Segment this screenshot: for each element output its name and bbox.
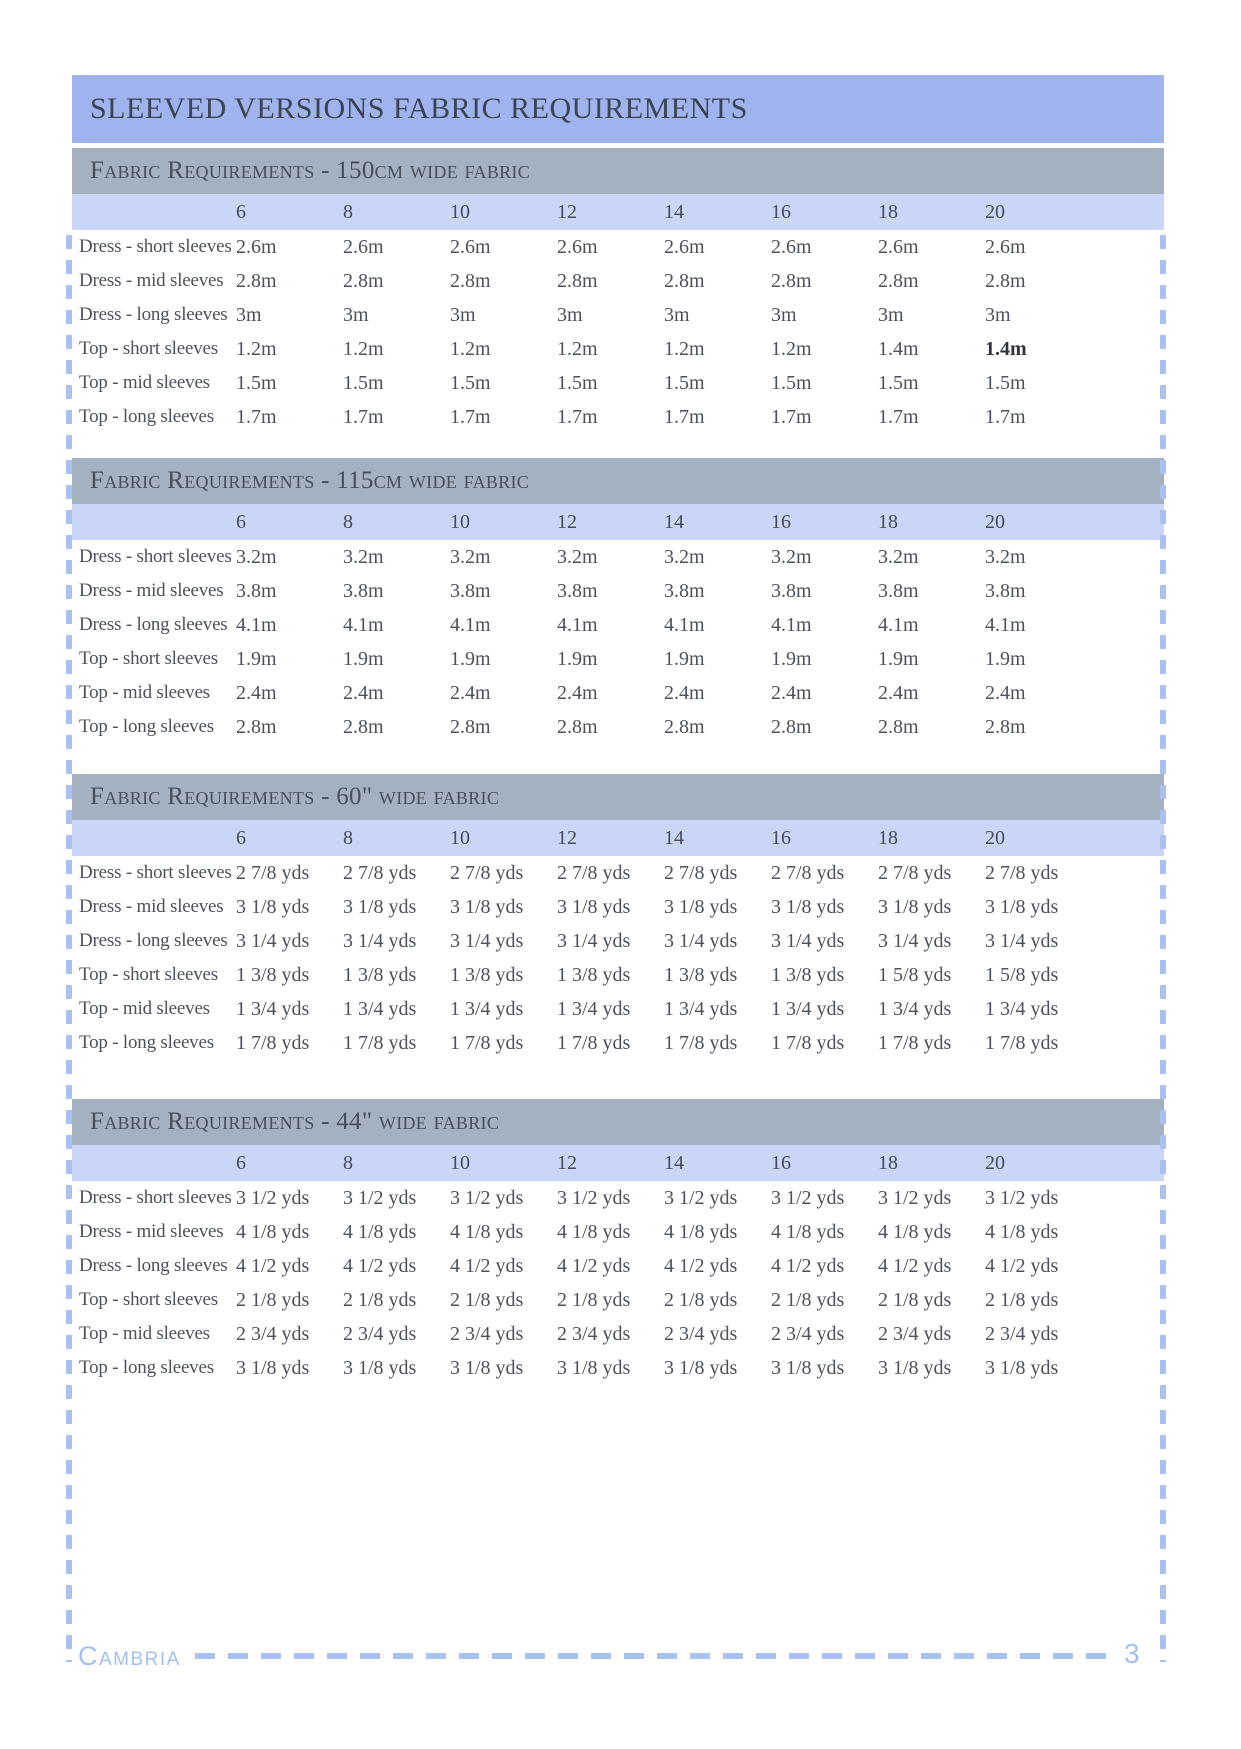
table-row [72,924,1164,958]
size-header-row [72,504,1164,540]
fabric-value-cell: 3 1/4 yds [878,929,952,952]
fabric-value-cell: 1.4m [985,337,1027,360]
fabric-value-cell: 4 1/2 yds [664,1254,738,1277]
fabric-value-cell: 4 1/2 yds [771,1254,845,1277]
fabric-value-cell: 4 1/8 yds [343,1220,417,1243]
fabric-table-2 [72,458,1164,744]
row-label: Top - long sleeves [79,406,214,427]
fabric-value-cell: 1 3/8 yds [664,963,738,986]
fabric-value-cell: 2.6m [236,235,277,258]
fabric-value-cell: 2 1/8 yds [985,1288,1059,1311]
table-row [72,1181,1164,1215]
size-column-header: 10 [450,510,470,533]
fabric-value-cell: 3m [878,303,904,326]
fabric-value-cell: 4.1m [557,613,598,636]
fabric-value-cell: 2.4m [557,681,598,704]
fabric-value-cell: 3m [985,303,1011,326]
fabric-value-cell: 2 3/4 yds [771,1322,845,1345]
fabric-value-cell: 2 3/4 yds [236,1322,310,1345]
fabric-value-cell: 3 1/8 yds [771,1356,845,1379]
fabric-value-cell: 1 7/8 yds [664,1031,738,1054]
table-row [72,540,1164,574]
fabric-value-cell: 3.2m [664,545,705,568]
size-column-header: 12 [557,1151,577,1174]
fabric-value-cell: 2.6m [878,235,919,258]
fabric-value-cell: 2.8m [771,269,812,292]
brand-footer: Cambria [78,1641,181,1671]
size-column-header: 8 [343,1151,353,1174]
size-column-header: 18 [878,1151,898,1174]
fabric-value-cell: 3 1/8 yds [557,895,631,918]
size-column-header: 8 [343,200,353,223]
row-label: Dress - long sleeves [79,1255,228,1276]
fabric-value-cell: 1.9m [878,647,919,670]
size-column-header: 20 [985,1151,1005,1174]
page-content [72,75,1164,1385]
row-label: Top - long sleeves [79,716,214,737]
fabric-value-cell: 1.7m [985,405,1026,428]
size-column-header: 20 [985,510,1005,533]
fabric-value-cell: 2 1/8 yds [236,1288,310,1311]
size-header-row [72,1145,1164,1181]
fabric-value-cell: 3 1/4 yds [664,929,738,952]
fabric-value-cell: 3.8m [343,579,384,602]
fabric-value-cell: 1 3/8 yds [343,963,417,986]
row-label: Top - mid sleeves [79,682,210,703]
fabric-value-cell: 3m [236,303,262,326]
table-heading: Fabric Requirements - 150cm wide fabric [72,148,1164,194]
footer-divider [195,1653,1118,1659]
fabric-value-cell: 4 1/2 yds [878,1254,952,1277]
table-row [72,1317,1164,1351]
size-column-header: 10 [450,826,470,849]
fabric-value-cell: 3.2m [343,545,384,568]
fabric-value-cell: 4.1m [771,613,812,636]
size-column-header: 10 [450,200,470,223]
size-column-header: 6 [236,1151,246,1174]
fabric-value-cell: 1 3/4 yds [236,997,310,1020]
page-number: 3 [1124,1638,1140,1669]
left-dashed-border [66,235,72,1662]
fabric-table-1 [72,148,1164,434]
table-row [72,332,1164,366]
fabric-value-cell: 1.7m [343,405,384,428]
fabric-value-cell: 2.8m [557,269,598,292]
size-column-header: 6 [236,200,246,223]
fabric-value-cell: 2 7/8 yds [236,861,310,884]
size-column-header: 14 [664,1151,684,1174]
fabric-value-cell: 4 1/2 yds [343,1254,417,1277]
fabric-value-cell: 1 7/8 yds [985,1031,1059,1054]
size-column-header: 14 [664,200,684,223]
fabric-value-cell: 3 1/4 yds [450,929,524,952]
fabric-value-cell: 3m [450,303,476,326]
row-label: Dress - short sleeves [79,546,232,567]
size-column-header: 8 [343,510,353,533]
fabric-value-cell: 2 1/8 yds [878,1288,952,1311]
fabric-value-cell: 1.9m [771,647,812,670]
fabric-value-cell: 3 1/4 yds [985,929,1059,952]
fabric-value-cell: 1.9m [450,647,491,670]
fabric-value-cell: 2.8m [771,715,812,738]
row-label: Top - mid sleeves [79,372,210,393]
table-heading: Fabric Requirements - 60" wide fabric [72,774,1164,820]
fabric-value-cell: 1.5m [985,371,1026,394]
table-row [72,992,1164,1026]
fabric-value-cell: 3.2m [557,545,598,568]
table-row [72,958,1164,992]
fabric-value-cell: 2.4m [343,681,384,704]
row-label: Dress - long sleeves [79,304,228,325]
fabric-value-cell: 2 7/8 yds [985,861,1059,884]
fabric-value-cell: 2.8m [236,269,277,292]
row-label: Top - short sleeves [79,648,218,669]
fabric-value-cell: 3.2m [985,545,1026,568]
fabric-value-cell: 3 1/2 yds [450,1186,524,1209]
fabric-value-cell: 1 7/8 yds [450,1031,524,1054]
fabric-value-cell: 3 1/2 yds [771,1186,845,1209]
size-column-header: 20 [985,826,1005,849]
size-column-header: 18 [878,510,898,533]
row-label: Dress - mid sleeves [79,270,224,291]
fabric-value-cell: 3.8m [236,579,277,602]
fabric-value-cell: 3 1/8 yds [771,895,845,918]
fabric-value-cell: 4 1/8 yds [450,1220,524,1243]
table-row [72,1283,1164,1317]
fabric-value-cell: 1 3/4 yds [771,997,845,1020]
table-heading: Fabric Requirements - 115cm wide fabric [72,458,1164,504]
fabric-value-cell: 2.8m [878,715,919,738]
fabric-value-cell: 3.8m [771,579,812,602]
fabric-value-cell: 2.8m [343,715,384,738]
fabric-value-cell: 4 1/8 yds [771,1220,845,1243]
table-row [72,230,1164,264]
fabric-value-cell: 1 5/8 yds [985,963,1059,986]
fabric-value-cell: 3 1/8 yds [664,895,738,918]
row-label: Top - short sleeves [79,1289,218,1310]
fabric-value-cell: 3 1/2 yds [878,1186,952,1209]
fabric-value-cell: 3.2m [236,545,277,568]
fabric-value-cell: 3.8m [664,579,705,602]
fabric-value-cell: 4 1/2 yds [450,1254,524,1277]
size-header-row [72,194,1164,230]
fabric-value-cell: 1.5m [450,371,491,394]
size-column-header: 16 [771,826,791,849]
fabric-value-cell: 4 1/8 yds [664,1220,738,1243]
fabric-value-cell: 4.1m [664,613,705,636]
fabric-value-cell: 4 1/8 yds [236,1220,310,1243]
size-column-header: 12 [557,200,577,223]
table-row [72,890,1164,924]
right-dashed-border [1160,235,1166,1662]
fabric-value-cell: 2.4m [771,681,812,704]
row-label: Dress - short sleeves [79,862,232,883]
fabric-value-cell: 1 3/4 yds [985,997,1059,1020]
fabric-value-cell: 4.1m [878,613,919,636]
fabric-value-cell: 2.8m [557,715,598,738]
fabric-value-cell: 1.2m [450,337,491,360]
table-row [72,1351,1164,1385]
fabric-value-cell: 3 1/8 yds [878,1356,952,1379]
fabric-value-cell: 1.7m [878,405,919,428]
fabric-table-4 [72,1099,1164,1385]
fabric-value-cell: 4 1/2 yds [985,1254,1059,1277]
fabric-value-cell: 3 1/8 yds [664,1356,738,1379]
table-row [72,676,1164,710]
row-label: Dress - mid sleeves [79,896,224,917]
fabric-value-cell: 3 1/4 yds [557,929,631,952]
fabric-tables-container [72,148,1164,1385]
fabric-value-cell: 1.7m [450,405,491,428]
fabric-value-cell: 1 3/4 yds [664,997,738,1020]
fabric-value-cell: 1.9m [236,647,277,670]
size-column-header: 12 [557,826,577,849]
table-row [72,400,1164,434]
fabric-value-cell: 2 3/4 yds [985,1322,1059,1345]
fabric-value-cell: 2.6m [771,235,812,258]
row-label: Top - mid sleeves [79,998,210,1019]
fabric-value-cell: 1.2m [343,337,384,360]
fabric-value-cell: 3 1/8 yds [985,895,1059,918]
fabric-value-cell: 1.5m [771,371,812,394]
size-column-header: 18 [878,200,898,223]
fabric-value-cell: 3 1/2 yds [343,1186,417,1209]
fabric-value-cell: 3 1/2 yds [236,1186,310,1209]
row-label: Dress - long sleeves [79,614,228,635]
fabric-value-cell: 3.8m [878,579,919,602]
fabric-value-cell: 3m [343,303,369,326]
table-row [72,264,1164,298]
fabric-value-cell: 1.9m [985,647,1026,670]
fabric-value-cell: 3.2m [878,545,919,568]
fabric-value-cell: 2.4m [985,681,1026,704]
fabric-value-cell: 3 1/8 yds [557,1356,631,1379]
fabric-value-cell: 4 1/8 yds [878,1220,952,1243]
fabric-value-cell: 1 7/8 yds [343,1031,417,1054]
fabric-value-cell: 2.8m [664,715,705,738]
fabric-value-cell: 1 3/8 yds [236,963,310,986]
fabric-value-cell: 3m [664,303,690,326]
fabric-value-cell: 3 1/4 yds [343,929,417,952]
fabric-value-cell: 4.1m [985,613,1026,636]
fabric-value-cell: 3.2m [450,545,491,568]
fabric-value-cell: 3 1/2 yds [985,1186,1059,1209]
size-column-header: 14 [664,826,684,849]
fabric-value-cell: 3 1/4 yds [771,929,845,952]
fabric-value-cell: 2 3/4 yds [450,1322,524,1345]
fabric-value-cell: 2 3/4 yds [557,1322,631,1345]
fabric-value-cell: 2 7/8 yds [771,861,845,884]
fabric-value-cell: 1 3/8 yds [450,963,524,986]
fabric-value-cell: 2 1/8 yds [450,1288,524,1311]
row-label: Dress - short sleeves [79,236,232,257]
fabric-value-cell: 1.7m [236,405,277,428]
row-label: Dress - long sleeves [79,930,228,951]
fabric-value-cell: 1 3/8 yds [771,963,845,986]
row-label: Top - short sleeves [79,964,218,985]
fabric-value-cell: 2.8m [450,715,491,738]
fabric-value-cell: 3m [557,303,583,326]
fabric-value-cell: 2 3/4 yds [878,1322,952,1345]
fabric-value-cell: 2 7/8 yds [878,861,952,884]
fabric-value-cell: 4.1m [236,613,277,636]
fabric-value-cell: 2 7/8 yds [664,861,738,884]
fabric-value-cell: 2 1/8 yds [343,1288,417,1311]
fabric-value-cell: 1.5m [236,371,277,394]
fabric-value-cell: 1 3/4 yds [878,997,952,1020]
page-title: SLEEVED VERSIONS FABRIC REQUIREMENTS [72,75,1164,143]
fabric-value-cell: 1.5m [557,371,598,394]
fabric-value-cell: 1 7/8 yds [236,1031,310,1054]
row-label: Top - long sleeves [79,1032,214,1053]
fabric-value-cell: 3 1/8 yds [450,895,524,918]
fabric-table-3 [72,774,1164,1060]
fabric-value-cell: 3 1/2 yds [557,1186,631,1209]
fabric-value-cell: 1.7m [557,405,598,428]
fabric-value-cell: 3.2m [771,545,812,568]
table-row [72,1215,1164,1249]
fabric-value-cell: 2.4m [664,681,705,704]
row-label: Top - long sleeves [79,1357,214,1378]
fabric-value-cell: 1.4m [878,337,919,360]
fabric-value-cell: 3 1/8 yds [343,895,417,918]
table-row [72,1026,1164,1060]
fabric-value-cell: 1.2m [771,337,812,360]
fabric-value-cell: 1.7m [771,405,812,428]
fabric-value-cell: 4 1/2 yds [236,1254,310,1277]
row-label: Dress - short sleeves [79,1187,232,1208]
fabric-value-cell: 2 7/8 yds [557,861,631,884]
fabric-value-cell: 1 7/8 yds [771,1031,845,1054]
size-column-header: 16 [771,200,791,223]
fabric-value-cell: 2.4m [450,681,491,704]
fabric-value-cell: 2.4m [236,681,277,704]
fabric-value-cell: 1 7/8 yds [557,1031,631,1054]
table-heading: Fabric Requirements - 44" wide fabric [72,1099,1164,1145]
fabric-value-cell: 2.8m [664,269,705,292]
fabric-value-cell: 1 5/8 yds [878,963,952,986]
fabric-value-cell: 2.8m [985,269,1026,292]
fabric-value-cell: 1.9m [343,647,384,670]
fabric-value-cell: 2.8m [450,269,491,292]
fabric-value-cell: 2.6m [557,235,598,258]
table-row [72,710,1164,744]
fabric-value-cell: 2.6m [450,235,491,258]
fabric-value-cell: 1.7m [664,405,705,428]
fabric-value-cell: 2 3/4 yds [343,1322,417,1345]
fabric-value-cell: 2 1/8 yds [557,1288,631,1311]
table-row [72,298,1164,332]
table-row [72,608,1164,642]
fabric-value-cell: 2.6m [664,235,705,258]
fabric-value-cell: 3 1/4 yds [236,929,310,952]
fabric-value-cell: 1.2m [664,337,705,360]
fabric-value-cell: 1 3/4 yds [343,997,417,1020]
fabric-value-cell: 2 1/8 yds [664,1288,738,1311]
fabric-value-cell: 3 1/8 yds [985,1356,1059,1379]
size-column-header: 10 [450,1151,470,1174]
fabric-value-cell: 4.1m [450,613,491,636]
table-row [72,574,1164,608]
fabric-value-cell: 1.2m [236,337,277,360]
size-column-header: 20 [985,200,1005,223]
fabric-value-cell: 3.8m [557,579,598,602]
fabric-value-cell: 2.8m [343,269,384,292]
size-column-header: 14 [664,510,684,533]
table-row [72,642,1164,676]
table-row [72,1249,1164,1283]
fabric-value-cell: 3.8m [450,579,491,602]
fabric-value-cell: 1 7/8 yds [878,1031,952,1054]
size-header-row [72,820,1164,856]
fabric-value-cell: 1 3/4 yds [450,997,524,1020]
fabric-value-cell: 1.5m [343,371,384,394]
row-label: Dress - mid sleeves [79,1221,224,1242]
size-column-header: 6 [236,826,246,849]
row-label: Dress - mid sleeves [79,580,224,601]
fabric-value-cell: 4 1/8 yds [985,1220,1059,1243]
size-column-header: 16 [771,510,791,533]
fabric-value-cell: 2.4m [878,681,919,704]
fabric-value-cell: 4 1/2 yds [557,1254,631,1277]
fabric-value-cell: 1.9m [557,647,598,670]
fabric-value-cell: 2.6m [343,235,384,258]
fabric-value-cell: 1 3/8 yds [557,963,631,986]
fabric-value-cell: 2.8m [878,269,919,292]
fabric-value-cell: 2 7/8 yds [343,861,417,884]
size-column-header: 12 [557,510,577,533]
fabric-value-cell: 2.8m [985,715,1026,738]
table-row [72,366,1164,400]
fabric-value-cell: 1.5m [878,371,919,394]
fabric-value-cell: 3.8m [985,579,1026,602]
size-column-header: 6 [236,510,246,533]
fabric-value-cell: 2.8m [236,715,277,738]
fabric-value-cell: 1.5m [664,371,705,394]
fabric-value-cell: 3m [771,303,797,326]
fabric-value-cell: 3 1/8 yds [236,895,310,918]
fabric-value-cell: 2 1/8 yds [771,1288,845,1311]
fabric-value-cell: 3 1/8 yds [343,1356,417,1379]
fabric-value-cell: 2 3/4 yds [664,1322,738,1345]
fabric-value-cell: 4 1/8 yds [557,1220,631,1243]
fabric-value-cell: 3 1/2 yds [664,1186,738,1209]
fabric-value-cell: 2 7/8 yds [450,861,524,884]
fabric-value-cell: 1.9m [664,647,705,670]
size-column-header: 18 [878,826,898,849]
fabric-value-cell: 3 1/8 yds [236,1356,310,1379]
fabric-value-cell: 1.2m [557,337,598,360]
row-label: Top - short sleeves [79,338,218,359]
size-column-header: 8 [343,826,353,849]
fabric-value-cell: 4.1m [343,613,384,636]
fabric-value-cell: 3 1/8 yds [878,895,952,918]
fabric-value-cell: 1 3/4 yds [557,997,631,1020]
fabric-value-cell: 3 1/8 yds [450,1356,524,1379]
table-row [72,856,1164,890]
row-label: Top - mid sleeves [79,1323,210,1344]
size-column-header: 16 [771,1151,791,1174]
fabric-value-cell: 2.6m [985,235,1026,258]
